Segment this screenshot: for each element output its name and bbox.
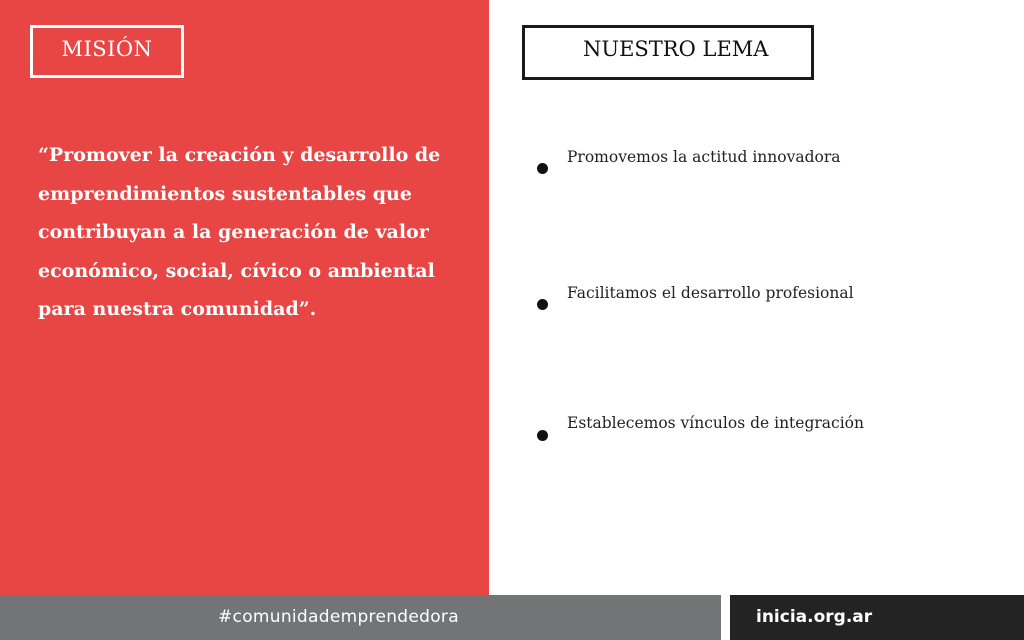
mision-heading: MISIÓN — [30, 25, 184, 78]
lema-item: Facilitamos el desarrollo profesional — [567, 284, 854, 302]
footer-site-bar — [730, 595, 1024, 640]
bullet-icon — [537, 299, 548, 310]
lema-item: Promovemos la actitud innovadora — [567, 148, 841, 166]
footer-hashtag-bar — [0, 595, 721, 640]
bullet-icon — [537, 163, 548, 174]
mision-statement: “Promover la creación y desarrollo de emprendimientos sustentables que contribuyan a la generación de valor económico, social, cívico o ambiental para nuestra comunidad”. — [38, 144, 441, 320]
bullet-icon — [537, 430, 548, 441]
mision-panel — [0, 0, 489, 595]
lema-heading: NUESTRO LEMA — [522, 25, 814, 80]
footer-site-link[interactable]: inicia.org.ar — [756, 607, 873, 627]
footer-hashtag: #comunidademprendedora — [218, 607, 459, 627]
lema-item: Establecemos vínculos de integración — [567, 414, 864, 432]
